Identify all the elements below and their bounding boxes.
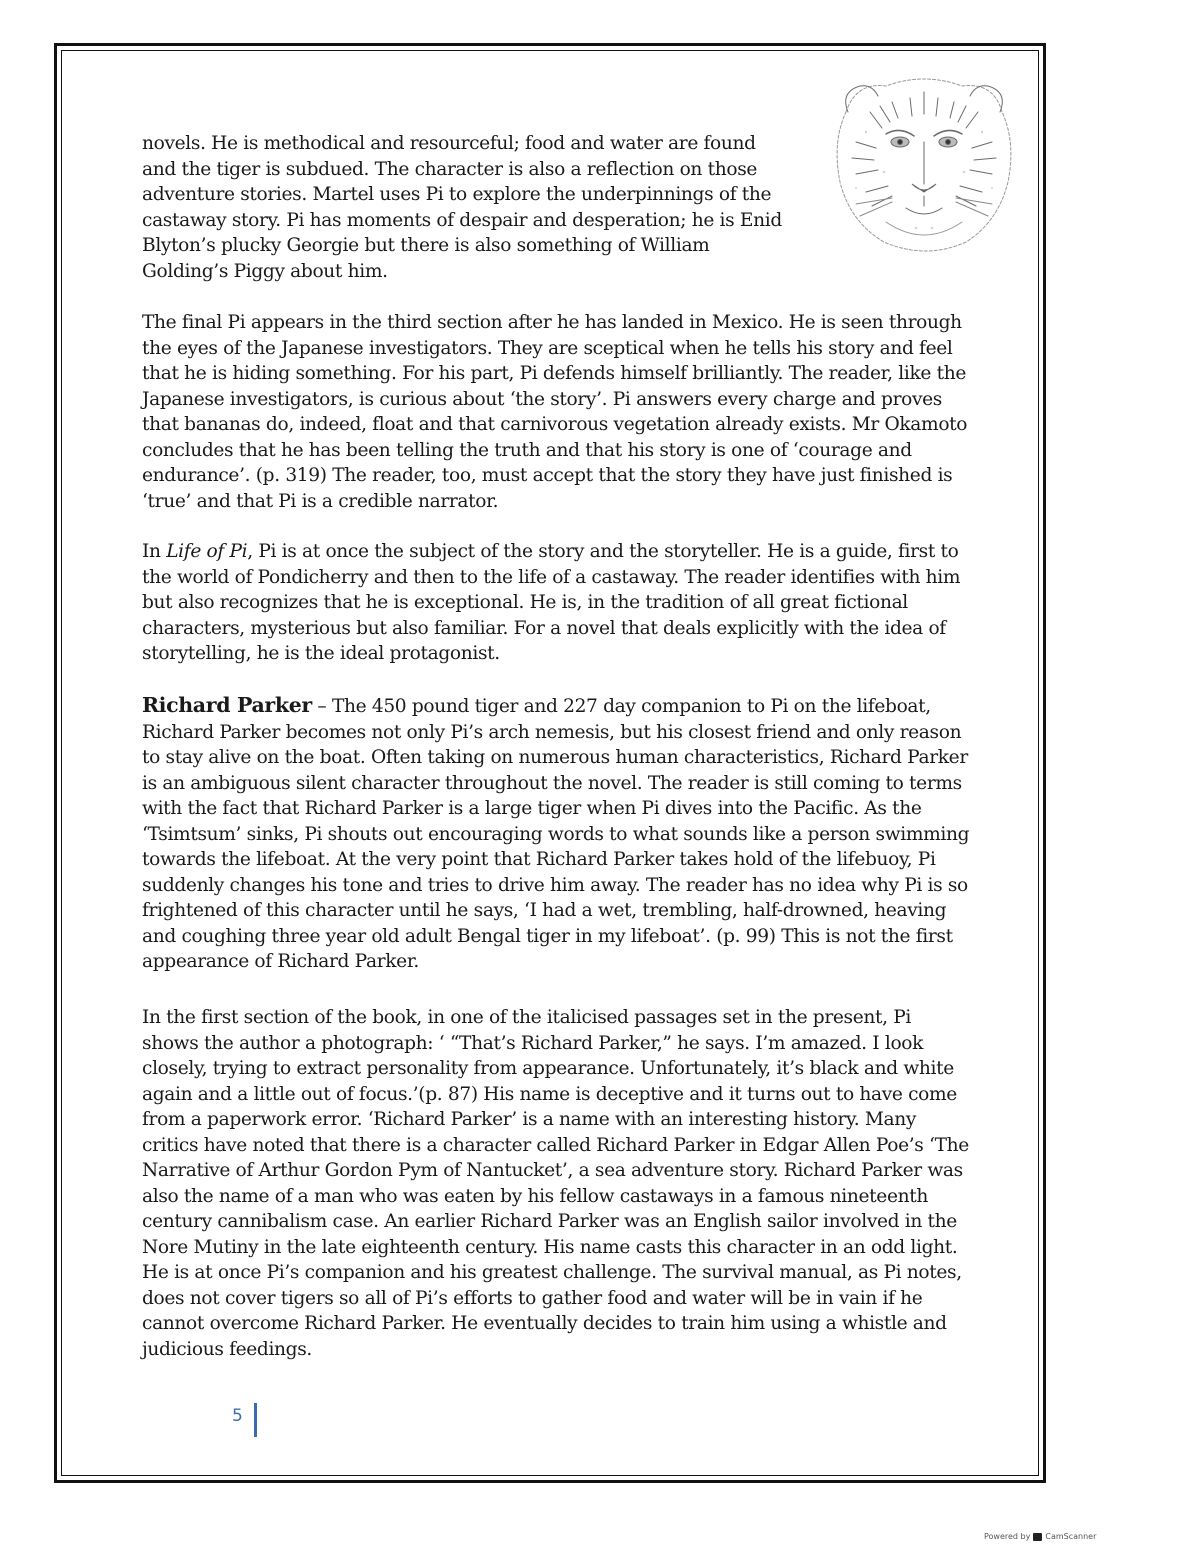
scanner-name: CamScanner [1045, 1532, 1097, 1541]
paragraph-richard-parker [142, 693, 972, 975]
paragraph-pi-adventure: novels. He is methodical and resourceful; food and water are found and the tiger is subdued. The character is also a reflection on those adventure stories. Martel uses Pi to explore the underpinnings of the castaway story. Pi has moments of despair and desperation; he is Enid Blyton’s plucky Georgie but there is also something of William Golding’s Piggy about him. [142, 133, 782, 282]
paragraph-body: – The 450 pound tiger and 227 day companion to Pi on the lifeboat, Richard Parker becomes not only Pi’s arch nemesis, but his closest friend and only reason to stay alive on the boat. Often taking on numerous human characteristics, Richard Parker is an ambiguous silent character throughout the novel. The reader is still coming to terms with the fact that Richard Parker is a large tiger when Pi dives into the Pacific. As the ‘Tsimtsum’ sinks, Pi shouts out encouraging words to what sounds like a person swimming towards the lifeboat. At the very point that Richard Parker takes hold of the lifebuoy, Pi suddenly changes his tone and tries to drive him away. The reader has no idea why Pi is so frightened of this character until he says, ‘I had a wet, trembling, half-drowned, heaving and coughing three year old adult Bengal tiger in my lifeboat’. (p. 99) This is not the first appearance of Richard Parker. [142, 696, 970, 972]
paragraph-body: , Pi is at once the subject of the story and the storyteller. He is a guide, first to the world of Pondicherry and then to the life of a castaway. The reader identifies with him but also recognizes that he is exceptional. He is, in the tradition of all great fictional characters, mysterious but also familiar. For a novel that deals explicitly with the idea of storytelling, he is the ideal protagonist. [142, 541, 961, 664]
paragraph-name-history: In the first section of the book, in one of the italicised passages set in the present, Pi shows the author a photograph: ‘ “That’s Richard Parker,” he says. I’m amazed. I look closely, trying to extract personality from appearance. Unfortunately, it’s black and white again and a little out of focus.’(p. 87) His name is deceptive and it turns out to have come from a paperwork error. ‘Richard Parker’ is a name with an interesting history. Many critics have noted that there is a character called Richard Parker in Edgar Allen Poe’s ‘The Narrative of Arthur Gordon Pym of Nantucket’, a sea adventure story. Richard Parker was also the name of a man who was eaten by his fellow castaways in a famous nineteenth century cannibalism case. An earlier Richard Parker was an English sailor involved in the Nore Mutiny in the late eighteenth century. His name casts this character in an odd light. He is at once Pi’s companion and his greatest challenge. The survival manual, as Pi notes, does not cover tigers so all of Pi’s efforts to gather food and water will be in vain if he cannot overcome Richard Parker. He eventually decides to train him using a whistle and judicious feedings. [142, 1007, 969, 1360]
camscanner-logo-icon [1033, 1533, 1042, 1541]
page-number-bar [254, 1403, 257, 1437]
powered-by-label: Powered by [984, 1532, 1031, 1541]
tiger-face-sketch-icon [826, 72, 1022, 258]
page-number: 5 [232, 1406, 243, 1426]
book-title: Life of Pi [166, 541, 248, 562]
scanner-watermark [984, 1532, 1096, 1541]
paragraph-final-pi: The final Pi appears in the third section after he has landed in Mexico. He is seen through the eyes of the Japanese investigators. They are sceptical when he tells his story and feel that he is hiding something. For his part, Pi defends himself brilliantly. The reader, like the Japanese investigators, is curious about ‘the story’. Pi answers every charge and proves that bananas do, indeed, float and that carnivorous vegetation already exists. Mr Okamoto concludes that he has been telling the truth and that his story is one of ‘courage and endurance’. (p. 319) The reader, too, must accept that the story they have just finished is ‘true’ and that Pi is a credible narrator. [142, 312, 968, 512]
paragraph-prefix: In [142, 541, 167, 562]
character-heading: Richard Parker [142, 693, 312, 717]
paragraph-pi-protagonist [142, 539, 972, 667]
